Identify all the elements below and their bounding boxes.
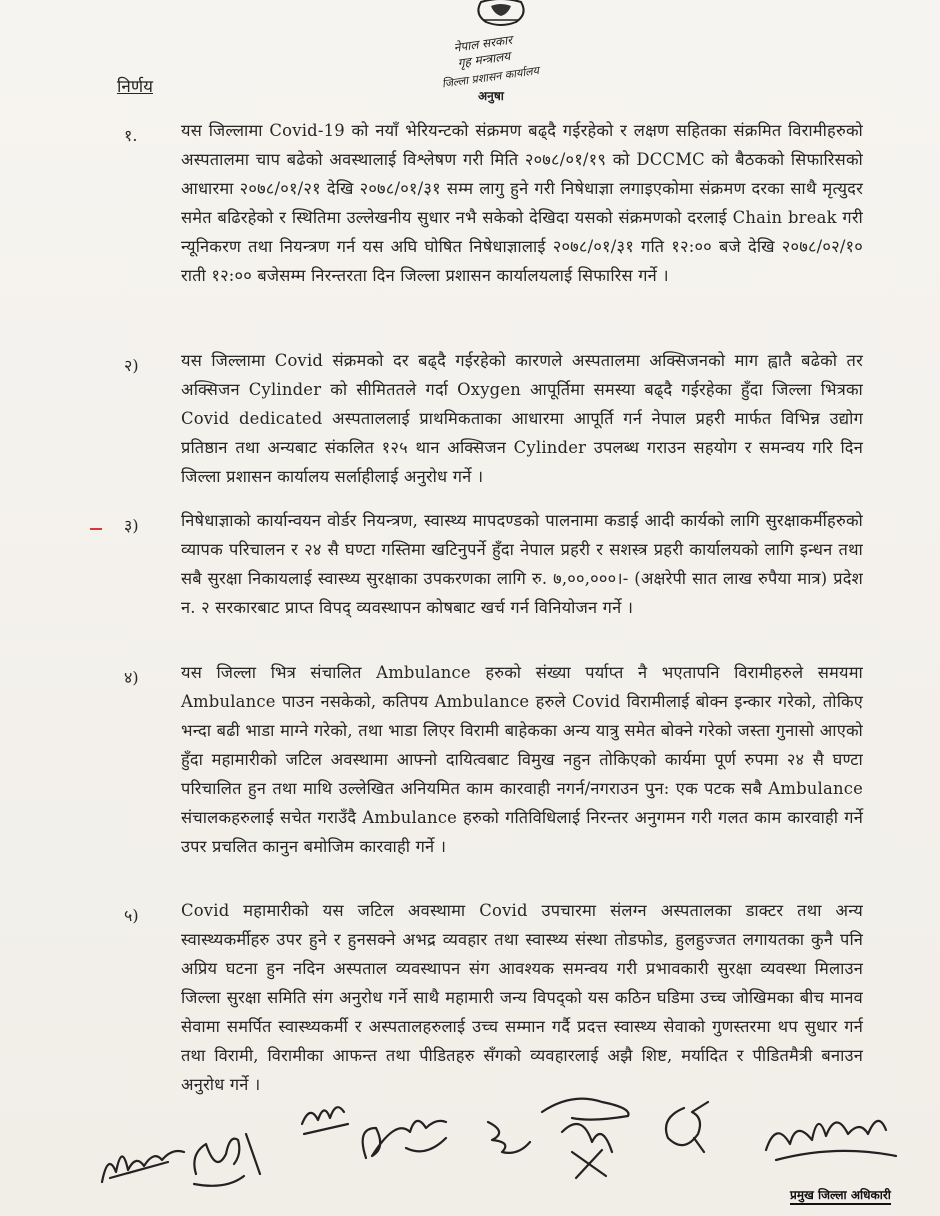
red-margin-mark xyxy=(90,528,102,530)
stamp-text xyxy=(441,32,542,104)
stamp-line-2: गृह मन्त्रालय xyxy=(456,49,512,71)
signature-5 xyxy=(478,1112,538,1162)
item-number: ३) xyxy=(124,516,139,535)
signature-8 xyxy=(756,1100,916,1180)
emblem-icon xyxy=(478,0,523,25)
signature-7 xyxy=(654,1098,714,1158)
item-number: १. xyxy=(124,126,138,145)
signature-1 xyxy=(98,1132,188,1192)
item-number: २) xyxy=(124,356,139,375)
item-text: यस जिल्ला भित्र संचालित Ambulance हरुको संख्या पर्याप्त नै भएतापनि विरामीहरुले समयमा Ambulance पाउन नसकेको, कतिपय Ambulance हरुले Covid विरामीलाई बोक्न इन्कार गरेको, तोकिए भन्दा बढी भाडा माग्ने गरेको, तथा भाडा लिएर विरामी बाहेकका अन्य यात्रु समेत बोक्ने गरेको जस्ता गुनासो आएको हुँदा महामारीको जटिल अवस्थामा आफ्नो दायित्वबाट विमुख नहुन तोकिएको कार्यमा पूर्ण रुपमा २४ सै घण्टा परिचालित हुन तथा माथि उल्लेखित अनियमित काम कारवाही नगर्न/नगराउन पुन: एक पटक सबै Ambulance संचालकहरुलाई सचेत गराउँदै Ambulance हरुको गतिविधिलाई निरन्तर अनुगमन गरी गलत काम कारवाही गर्ने उपर प्रचलित कानुन बमोजिम कारवाही गर्ने । xyxy=(181,663,863,856)
item-text: यस जिल्लामा Covid-19 को नयाँ भेरियन्टको संक्रमण बढ्दै गईरहेको र लक्षण सहितका संक्रमित विरामीहरुको अस्पतालमा चाप बढेको अवस्थालाई विश्लेषण गरी मिति २०७८/०१/१९ को DCCMC को बैठकको सिफारिसको आधारमा २०७८/०१/२१ देखि २०७८/०१/३१ सम्म लागु हुने गरी निषेधाज्ञा लगाइएकोमा संक्रमण दरका साथै मृत्युदर समेत बढिरहेको र स्थितिमा उल्लेखनीय सुधार नभै सकेको देखिदा यसको संक्रमणको दरलाई Chain break गरी न्यूनिकरण तथा नियन्त्रण गर्न यस अघि घोषित निषेधाज्ञालाई २०७८/०१/३१ गति १२:०० बजे देखि २०७८/०२/१० राती १२:०० बजेसम्म निरन्तरता दिन जिल्ला प्रशासन कार्यालयलाई सिफारिस गर्ने । xyxy=(181,121,863,285)
item-text: यस जिल्लामा Covid संक्रमको दर बढ्दै गईरहेको कारणले अस्पतालमा अक्सिजनको माग ह्वातै बढेको तर अक्सिजन Cylinder को सीमिततले गर्दा Oxygen आपूर्तिमा समस्या बढ्दै गईरहेका हुँदा जिल्ला भित्रका Covid dedicated अस्पताललाई प्राथमिकताका आधारमा आपूर्ति गर्न नेपाल प्रहरी मार्फत विभिन्न उद्योग प्रतिष्ठान तथा अन्यबाट संकलित १२५ थान अक्सिजन Cylinder उपलब्ध गराउन सहयोग र समन्वय गरि दिन जिल्ला प्रशासन कार्यालय सर्लाहीलाई अनुरोध गर्ने । xyxy=(181,351,863,486)
item-number: ४) xyxy=(124,668,139,687)
item-number: ५) xyxy=(124,906,139,925)
signature-2 xyxy=(186,1114,286,1194)
signature-4 xyxy=(346,1098,456,1168)
government-stamp xyxy=(436,0,566,112)
office-title: प्रमुख जिल्ला अधिकारी xyxy=(790,1186,891,1205)
decision-heading: निर्णय xyxy=(117,77,153,97)
item-text: Covid महामारीको यस जटिल अवस्थामा Covid उपचारमा संलग्न अस्पतालका डाक्टर तथा अन्य स्वास्थ्यकर्मीहरु उपर हुने र हुनसक्ने अभद्र व्यवहार तथा स्वास्थ्य संस्था तोडफोड, हुलहुज्जत लगायतका कुनै पनि अप्रिय घटना हुन नदिन अस्पताल व्यवस्थापन संग आवश्यक समन्वय गरी प्रभावकारी सुरक्षा व्यवस्था मिलाउन जिल्ला सुरक्षा समिति संग अनुरोध गर्ने साथै महामारी जन्य विपद्को यस कठिन घडिमा उच्च जोखिमका बीच मानव सेवामा समर्पित स्वास्थ्यकर्मी र अस्पतालहरुलाई उच्च सम्मान गर्दै प्रदत्त स्वास्थ्य सेवाको गुणस्तरमा थप सुधार गर्न तथा विरामी, विरामीका आफन्त तथा पीडितहरु सँगको व्यवहारलाई अझै शिष्ट, मर्यादित र पीडितमैत्री बनाउन अनुरोध गर्ने । xyxy=(181,901,863,1094)
signature-6 xyxy=(532,1092,642,1182)
stamp-line-4: अनुषा xyxy=(478,89,504,103)
stamp-line-1: नेपाल सरकार xyxy=(452,32,514,55)
item-text: निषेधाज्ञाको कार्यान्वयन वोर्डर नियन्त्रण, स्वास्थ्य मापदण्डको पालनामा कडाई आदी कार्यको लागि सुरक्षाकर्मीहरुको व्यापक परिचालन र २४ सै घण्टा गस्तिमा खटिनुपर्ने हुँदा नेपाल प्रहरी र सशस्त्र प्रहरी कार्यालयको लागि इन्धन तथा सबै सुरक्षा निकायलाई स्वास्थ्य सुरक्षाका उपकरणका लागि रु. ७,००,०००।- (अक्षरेपी सात लाख रुपैया मात्र) प्रदेश न. २ सरकारबाट प्राप्त विपद् व्यवस्थापन कोषबाट खर्च गर्न विनियोजन गर्ने । xyxy=(181,511,863,617)
stamp-line-3: जिल्ला प्रशासन कार्यालय xyxy=(441,64,540,91)
